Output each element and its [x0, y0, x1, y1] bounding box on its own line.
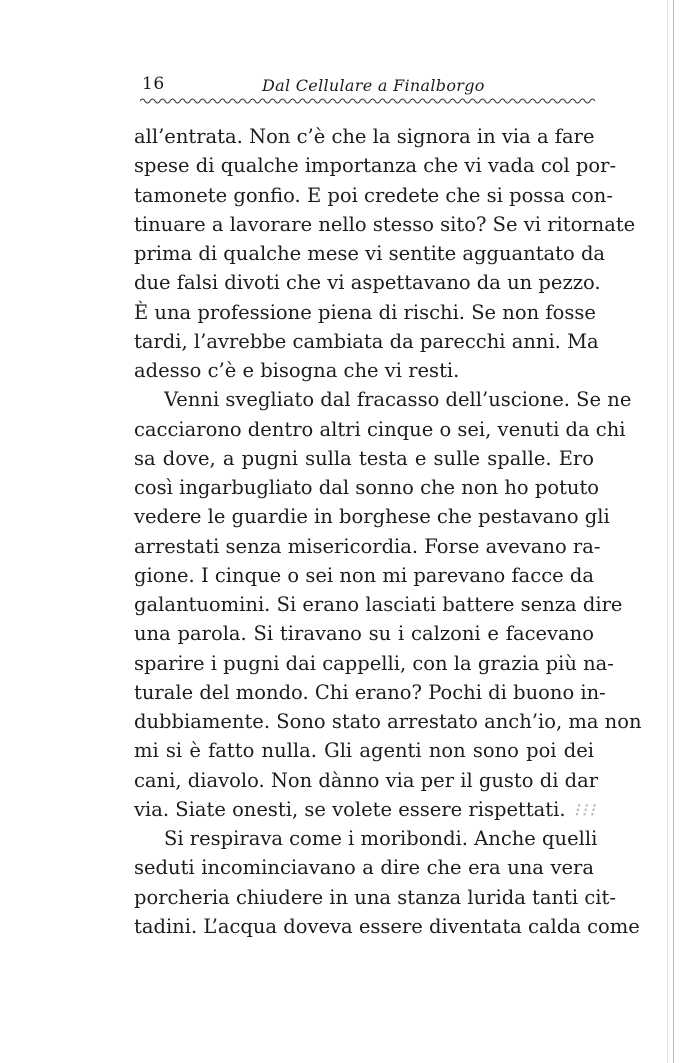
text-line: sa dove, a pugni sulla testa e sulle spalle. Ero: [134, 446, 594, 470]
text-line: all’entrata. Non c’è che la signora in via a fare: [134, 125, 595, 148]
text-line: galantuomini. Si erano lasciati battere senza dire: [134, 593, 623, 616]
text-line: Venni svegliato dal fracasso dell’uscione. Se ne: [164, 388, 632, 412]
text-line: tamonete gonfio. E poi credete che si possa con-: [134, 183, 613, 207]
text-line: sparire i pugni dai cappelli, con la grazia più na-: [134, 651, 614, 675]
text-line: così ingarbugliato dal sonno che non ho potuto: [134, 476, 600, 499]
pencil-marks-icon: ⁝⁝⁝: [573, 799, 597, 821]
text-line: prima di qualche mese vi sentite agguantato da: [134, 242, 606, 265]
text-line: porcheria chiudere in una stanza lurida tanti cit-: [134, 885, 616, 909]
text-line: turale del mondo. Chi erano? Pochi di buono in-: [134, 680, 606, 704]
text-line: cani, diavolo. Non dànno via per il gusto di dar: [134, 768, 599, 792]
text-line: cacciarono dentro altri cinque o sei, venuti da chi: [134, 417, 626, 441]
text-line: adesso c’è e bisogna che vi resti.: [134, 359, 460, 382]
text-line: [134, 795, 597, 824]
paragraph-2: [134, 385, 642, 824]
text-line-content: via. Siate onesti, se volete essere rispettati.: [134, 797, 566, 821]
wavy-rule: [140, 96, 595, 106]
paragraph-3: [134, 824, 640, 941]
text-line: seduti incominciavano a dire che era una vera: [134, 856, 594, 880]
text-line: dubbiamente. Sono stato arrestato anch’io, ma non: [134, 710, 642, 733]
page-number: 16: [142, 74, 165, 94]
paragraph-1: [134, 122, 636, 385]
text-line: una parola. Si tiravano su i calzoni e facevano: [134, 622, 594, 646]
text-line: gione. I cinque o sei non mi parevano facce da: [134, 563, 594, 587]
page-edge: [673, 0, 674, 1063]
text-line: È una professione piena di rischi. Se non fosse: [134, 300, 596, 324]
page-edge-shadow: [667, 0, 668, 1063]
running-title: Dal Cellulare a Finalborgo: [262, 76, 485, 95]
body-text: [134, 122, 642, 941]
text-line: tardi, l’avrebbe cambiata da parecchi anni. Ma: [134, 329, 599, 353]
text-line: tadini. L’acqua doveva essere diventata calda come: [134, 914, 640, 938]
text-line: mi si è fatto nulla. Gli agenti non sono poi dei: [134, 739, 594, 763]
text-line: vedere le guardie in borghese che pestavano gli: [134, 505, 610, 529]
text-line: Si respirava come i moribondi. Anche quelli: [164, 827, 598, 850]
text-line: spese di qualche importanza che vi vada col por-: [134, 154, 617, 178]
page-header: [142, 70, 597, 110]
text-line: tinuare a lavorare nello stesso sito? Se vi ritornate: [134, 212, 636, 236]
text-line: arrestati senza misericordia. Forse avevano ra-: [134, 534, 601, 558]
text-line: due falsi divoti che vi aspettavano da un pezzo.: [134, 271, 601, 295]
